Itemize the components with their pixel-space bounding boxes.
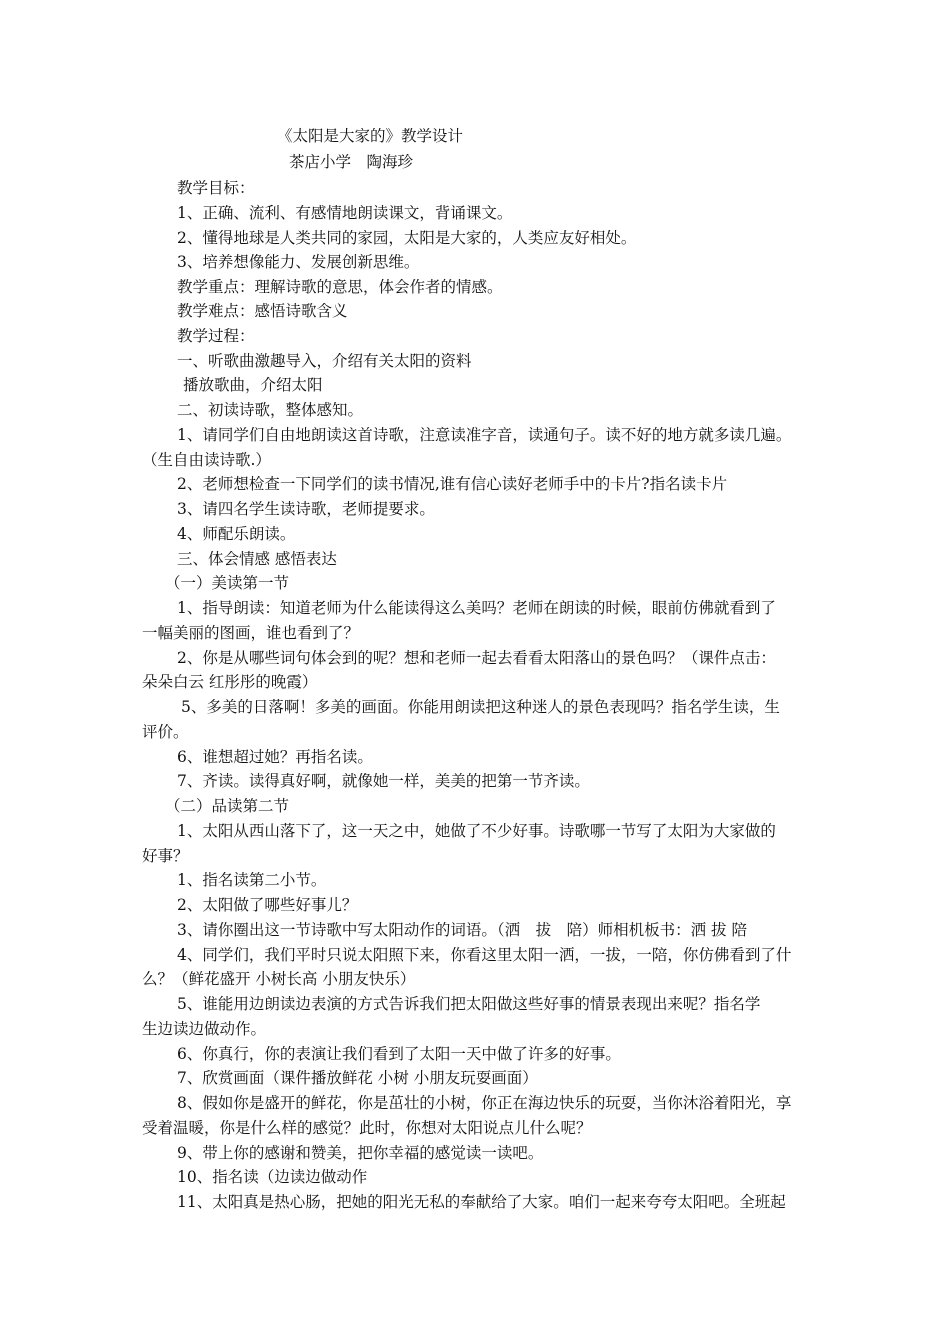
body-line: （二）品读第二节 — [165, 797, 290, 815]
body-line: 教学过程： — [177, 327, 255, 345]
body-line: （生自由读诗歌.） — [142, 451, 271, 469]
body-line: 3、培养想像能力、发展创新思维。 — [177, 253, 420, 271]
body-line: 9、带上你的感谢和赞美，把你幸福的感觉读一读吧。 — [177, 1144, 544, 1162]
body-line: 一幅美丽的图画，谁也看到了？ — [142, 624, 360, 642]
body-line: 6、你真行，你的表演让我们看到了太阳一天中做了许多的好事。 — [177, 1045, 621, 1063]
body-line: 1、太阳从西山落下了，这一天之中，她做了不少好事。诗歌哪一节写了太阳为大家做的 — [177, 822, 776, 840]
body-line: 么？（鲜花盛开 小树长高 小朋友快乐） — [142, 970, 416, 988]
body-line: 10、指名读（边读边做动作 — [177, 1168, 368, 1186]
body-line: 2、老师想检查一下同学们的读书情况,谁有信心读好老师手中的卡片?指名读卡片 — [177, 475, 728, 493]
body-line: 1、指导朗读：知道老师为什么能读得这么美吗？老师在朗读的时候，眼前仿佛就看到了 — [177, 599, 776, 617]
body-line: 7、齐读。读得真好啊，就像她一样，美美的把第一节齐读。 — [177, 772, 590, 790]
body-line: 8、假如你是盛开的鲜花，你是茁壮的小树，你正在海边快乐的玩耍，当你沐浴着阳光，享 — [177, 1094, 792, 1112]
body-line: 三、体会情感 感悟表达 — [177, 550, 337, 568]
body-line: 3、请四名学生读诗歌，老师提要求。 — [177, 500, 435, 518]
body-line: 生边读边做动作。 — [142, 1020, 267, 1038]
body-line: 教学重点：理解诗歌的意思，体会作者的情感。 — [177, 278, 503, 296]
body-line: （一）美读第一节 — [165, 574, 290, 592]
body-line: 4、师配乐朗读。 — [177, 525, 296, 543]
body-line: 7、欣赏画面（课件播放鲜花 小树 小朋友玩耍画面） — [177, 1069, 538, 1087]
body-line: 1、指名读第二小节。 — [177, 871, 327, 889]
body-line: 2、太阳做了哪些好事儿？ — [177, 896, 358, 914]
body-line: 一、听歌曲激趣导入，介绍有关太阳的资料 — [177, 352, 472, 370]
body-line: 1、正确、流利、有感情地朗读课文，背诵课文。 — [177, 204, 513, 222]
body-line: 评价。 — [142, 723, 189, 741]
body-line: 5、多美的日落啊！多美的画面。你能用朗读把这种迷人的景色表现吗？指名学生读，生 — [181, 698, 780, 716]
body-line: 2、懂得地球是人类共同的家园，太阳是大家的，人类应友好相处。 — [177, 229, 637, 247]
body-line: 4、同学们，我们平时只说太阳照下来，你看这里太阳一洒，一拔，一陪，你仿佛看到了什 — [177, 946, 792, 964]
doc-author: 茶店小学 陶海珍 — [289, 153, 414, 171]
body-line: 5、谁能用边朗读边表演的方式告诉我们把太阳做这些好事的情景表现出来呢？指名学 — [177, 995, 761, 1013]
body-line: 2、你是从哪些词句体会到的呢？想和老师一起去看看太阳落山的景色吗？（课件点击： — [177, 649, 776, 667]
body-line: 好事？ — [142, 847, 189, 865]
body-line: 朵朵白云 红彤彤的晚霞） — [142, 673, 318, 691]
body-line: 二、初读诗歌，整体感知。 — [177, 401, 364, 419]
body-line: 11、太阳真是热心肠，把她的阳光无私的奉献给了大家。咱们一起来夸夸太阳吧。全班起 — [177, 1193, 786, 1211]
body-line: 教学难点：感悟诗歌含义 — [177, 302, 348, 320]
body-line: 受着温暖，你是什么样的感觉？此时，你想对太阳说点儿什么呢？ — [142, 1119, 592, 1137]
body-line: 教学目标： — [177, 179, 255, 197]
body-line: 6、谁想超过她？再指名读。 — [177, 748, 373, 766]
body-line: 播放歌曲，介绍太阳 — [183, 376, 323, 394]
body-line: 3、请你圈出这一节诗歌中写太阳动作的词语。（洒 拔 陪）师相机板书：洒 拔 陪 — [177, 921, 747, 939]
body-line: 1、请同学们自由地朗读这首诗歌，注意读准字音，读通句子。读不好的地方就多读几遍。 — [177, 426, 792, 444]
doc-title: 《太阳是大家的》教学设计 — [277, 127, 464, 145]
